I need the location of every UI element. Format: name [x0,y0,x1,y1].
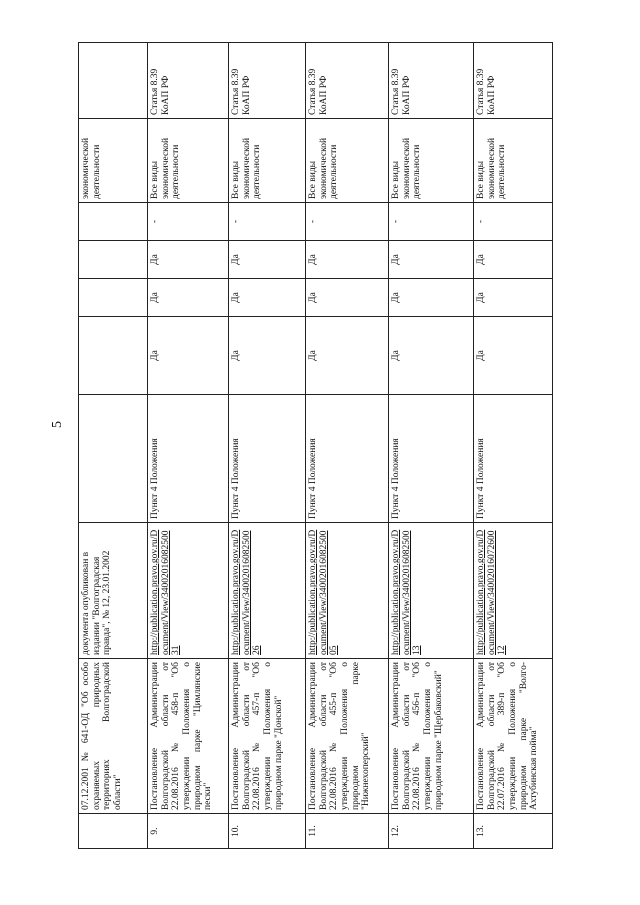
article: Статья 8.39 КоАП РФ [148,43,229,119]
table-row [306,43,389,849]
article: Статья 8.39 КоАП РФ [306,43,389,119]
document-link[interactable] [474,523,553,659]
activity: Все виды экономической деятельности [389,119,474,203]
table-row [229,43,306,849]
page-number: 5 [50,421,65,428]
flag-2: Да [474,279,553,317]
link-text[interactable]: http://publication.pravo.gov.ru/Document/View/3400201607260012 [476,529,508,655]
document-link[interactable] [306,523,389,659]
flag-1: Да [229,317,306,395]
flag-4: - [229,203,306,241]
article: Статья 8.39 КоАП РФ [229,43,306,119]
article: Статья 8.39 КоАП РФ [389,43,474,119]
flag-4: - [306,203,389,241]
flag-2: Да [148,279,229,317]
document-link[interactable] [148,523,229,659]
document-name: Постановление Администрации Волгоградской области от 22.08.2016 № 458-п "Об утверждении Положения о природном парке "Цимлянские пески" [148,659,229,814]
flag-3: Да [148,241,229,279]
clause: Пункт 4 Положения [148,395,229,523]
cell-num [79,814,148,849]
document-name: Постановление Администрации Волгоградской области от 22.08.2016 № 456-п "Об утверждении Положения о природном парке "Щербаковский" [389,659,474,814]
row-number: 11. [306,814,389,849]
link-text[interactable]: http://publication.pravo.gov.ru/Document/View/3400201608250026 [231,529,263,655]
link-text[interactable]: http://publication.pravo.gov.ru/Document/View/3400201608250013 [391,529,423,655]
clause: Пункт 4 Положения [389,395,474,523]
link-text[interactable]: http://publication.pravo.gov.ru/Document/View/3400201608250005 [308,529,340,655]
cell-article [79,43,148,119]
flag-4: - [148,203,229,241]
flag-3: Да [306,241,389,279]
flag-4: - [389,203,474,241]
activity: Все виды экономической деятельности [474,119,553,203]
flag-1: Да [148,317,229,395]
activity: Все виды экономической деятельности [229,119,306,203]
document-name: Постановление Администрации Волгоградской области от 22.08.2016 № 457-п "Об утверждении Положения о природном парке "Донской" [229,659,306,814]
link-text[interactable]: http://publication.pravo.gov.ru/Document/View/3400201608250031 [150,529,182,655]
cell-c1 [79,317,148,395]
activity: Все виды экономической деятельности [148,119,229,203]
flag-3: Да [229,241,306,279]
clause: Пункт 4 Положения [229,395,306,523]
row-number: 10. [229,814,306,849]
document-link[interactable] [389,523,474,659]
cell-name: 07.12.2001 № 641-ОД "Об особо охраняемых природных территориях Волгоградской области" [79,659,148,814]
flag-4: - [474,203,553,241]
flag-1: Да [474,317,553,395]
row-number: 9. [148,814,229,849]
rotated-table-wrapper [78,43,552,849]
cell-clause [79,395,148,523]
activity: Все виды экономической деятельности [306,119,389,203]
cell-c4 [79,203,148,241]
clause: Пункт 4 Положения [306,395,389,523]
flag-2: Да [389,279,474,317]
document-name: Постановление Администрации Волгоградской области от 22.07.2016 № 389-п "Об утверждении Положения о природном парке "Волго-Ахтубинская пойма" [474,659,553,814]
requirements-table [78,42,553,849]
flag-1: Да [389,317,474,395]
flag-1: Да [306,317,389,395]
table-row [474,43,553,849]
table-row [148,43,229,849]
cell-publication: документа опубликован в издании "Волгоградская правда", № 12, 23.01.2002 [79,523,148,659]
document-link[interactable] [229,523,306,659]
clause: Пункт 4 Положения [474,395,553,523]
flag-2: Да [306,279,389,317]
flag-3: Да [389,241,474,279]
document-name: Постановление Администрации Волгоградской области от 22.08.2016 № 455-п "Об утверждении Положения о природном парке "Нижнехоперский" [306,659,389,814]
row-number: 13. [474,814,553,849]
flag-2: Да [229,279,306,317]
row-number: 12. [389,814,474,849]
table-row-continued [79,43,148,849]
cell-activity: экономической деятельности [79,119,148,203]
cell-c2 [79,279,148,317]
table-row [389,43,474,849]
article: Статья 8.39 КоАП РФ [474,43,553,119]
cell-c3 [79,241,148,279]
flag-3: Да [474,241,553,279]
